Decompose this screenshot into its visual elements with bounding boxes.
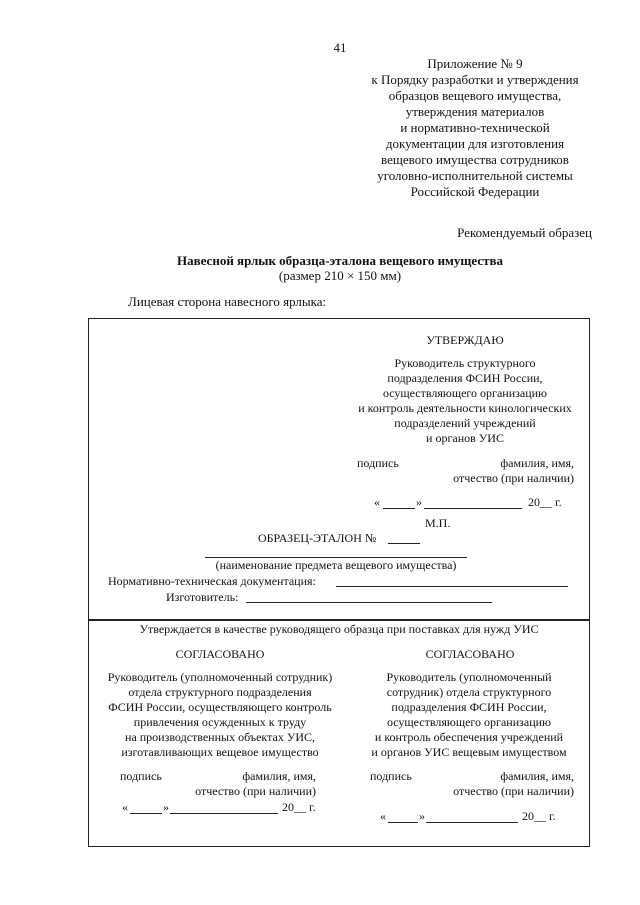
approve-heading: УТВЕРЖДАЮ [426,333,504,347]
annex-line: к Порядку разработки и утверждения [371,72,579,87]
agreed-right-heading: СОГЛАСОВАНО [425,647,515,661]
annex-line: вещевого имущества сотрудников [381,152,569,167]
agreed-right-date-open-quote: « [380,809,386,823]
annex-line: Приложение № 9 [427,56,523,71]
agreed-left-date-close-quote: » [163,800,169,814]
agreed-left-line: ФСИН России, осуществляющего контроль [108,700,332,714]
stamp-placeholder: М.П. [425,516,451,530]
agreed-left-position [88,670,352,760]
item-name-hint: (наименование предмета вещевого имущества) [215,558,457,572]
agreed-right-day-blank [388,822,418,823]
agreed-left-month-blank [170,813,278,814]
manufacturer-label: Изготовитель: [166,590,239,604]
annex-line: утверждения материалов [405,104,545,119]
normative-doc-label: Нормативно-техническая документация: [108,574,316,588]
document-title: Навесной ярлык образца-эталона вещевого имущества [177,253,503,268]
page-number: 41 [333,40,347,55]
approve-date-close-quote: » [416,495,422,509]
agreed-left-line: Руководитель (уполномоченный сотрудник) [107,670,333,684]
approve-position [330,356,600,446]
agreed-right-date-year: 20__ г. [522,809,556,823]
agreed-left-date-open-quote: « [122,800,128,814]
approve-day-blank [383,508,415,509]
approve-line: осуществляющего организацию [382,386,548,400]
approve-line: и контроль деятельности кинологических [358,401,572,415]
agreed-left-line: отдела структурного подразделения [128,685,312,699]
sample-number-label: ОБРАЗЕЦ-ЭТАЛОН № [258,531,377,545]
approve-signature-label: подпись [357,456,399,470]
annex-line: образцов вещевого имущества, [388,88,562,103]
agreed-right-line: Руководитель (уполномоченный [386,670,552,684]
sample-number-blank [388,543,420,544]
manufacturer-blank [246,602,492,603]
approve-line: подразделений учреждений [394,416,536,430]
agreed-right-name-label-1: фамилия, имя, [500,769,574,783]
agreed-right-date-close-quote: » [419,809,425,823]
approve-date-open-quote: « [374,495,380,509]
agreed-right-line: подразделения ФСИН России, [391,700,547,714]
approve-name-label-2: отчество (при наличии) [453,471,574,485]
agreed-right-line: осуществляющего организацию [386,715,552,729]
approval-statement: Утверждается в качестве руководящего образца при поставках для нужд УИС [139,622,539,636]
agreed-left-signature-label: подпись [120,769,162,783]
agreed-right-position [350,670,588,760]
annex-line: уголовно-исполнительной системы [377,168,573,183]
annex-line: Российской Федерации [410,184,540,199]
approve-line: и органов УИС [426,431,504,445]
agreed-left-line: привлечения осужденных к труду [133,715,307,729]
agreed-right-line: и органов УИС вещевым имуществом [371,745,567,759]
agreed-left-heading: СОГЛАСОВАНО [175,647,265,661]
annex-line: документации для изготовления [385,136,565,151]
agreed-left-line: изготавливающих вещевое имущество [121,745,319,759]
agreed-right-line: и контроль обеспечения учреждений [374,730,564,744]
approve-date-year: 20__ г. [528,495,562,509]
annex-header [350,56,600,200]
agreed-left-line: на производственных объектах УИС, [125,730,315,744]
approve-name-label-1: фамилия, имя, [500,456,574,470]
agreed-left-name-label-2: отчество (при наличии) [195,784,316,798]
front-side-label: Лицевая сторона навесного ярлыка: [128,294,327,309]
size-note: (размер 210 × 150 мм) [278,268,402,283]
recommended-sample: Рекомендуемый образец [457,225,592,240]
agreed-left-name-label-1: фамилия, имя, [242,769,316,783]
agreed-right-month-blank [426,822,518,823]
section-divider [88,619,590,621]
agreed-left-date-year: 20__ г. [282,800,316,814]
approve-month-blank [424,508,522,509]
agreed-right-name-label-2: отчество (при наличии) [453,784,574,798]
agreed-right-line: сотрудник) отдела структурного [386,685,552,699]
normative-doc-blank [336,586,568,587]
annex-line: и нормативно-технической [400,120,550,135]
agreed-left-day-blank [130,813,162,814]
agreed-right-signature-label: подпись [370,769,412,783]
approve-line: Руководитель структурного [394,356,536,370]
approve-line: подразделения ФСИН России, [387,371,543,385]
